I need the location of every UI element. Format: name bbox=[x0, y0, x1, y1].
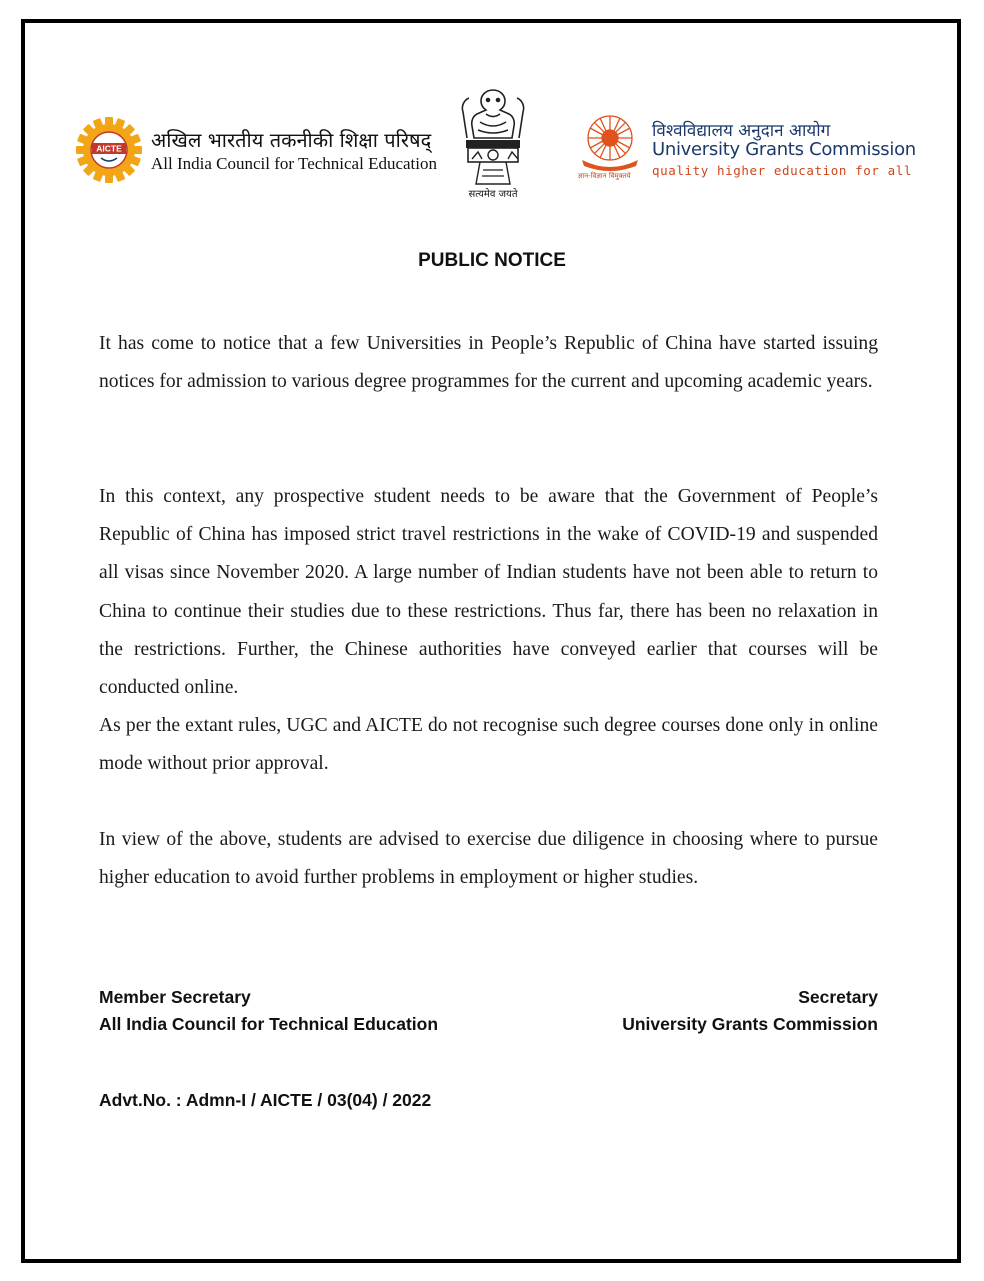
signature-left-org: All India Council for Technical Education bbox=[99, 1014, 439, 1034]
signature-right-title: Secretary bbox=[798, 987, 878, 1007]
ugc-logo-block bbox=[576, 108, 916, 188]
ugc-hindi-name: विश्वविद्यालय अनुदान आयोग bbox=[652, 121, 831, 141]
notice-paragraph-3 bbox=[99, 821, 878, 897]
notice-paragraph-2 bbox=[99, 478, 878, 784]
aicte-hindi-name: अखिल भारतीय तकनीकी शिक्षा परिषद् bbox=[151, 128, 432, 152]
emblem-motto: सत्यमेव जयते bbox=[468, 189, 518, 200]
signature-aicte bbox=[99, 984, 438, 1038]
ugc-english-name: University Grants Commission bbox=[652, 139, 916, 160]
signature-left-title: Member Secretary bbox=[99, 987, 251, 1007]
paragraph-3-text: In view of the above, students are advised to exercise due diligence in choosing where to pursue higher education to avoid further problems in employment or higher studies. bbox=[99, 829, 878, 889]
paragraph-2a-text: In this context, any prospective student needs to be aware that the Government of People’s Republic of China has imposed strict travel restrictions in the wake of COVID-19 and suspended all visas since November 2020. A large number of Indian students have not been able to return to China to continue their studies due to these restrictions. Thus far, there has been no relaxation in the restrictions. Further, the Chinese authorities have conveyed earlier that courses will be conducted online. bbox=[99, 486, 878, 699]
ugc-sun-logo bbox=[576, 110, 644, 176]
notice-title: PUBLIC NOTICE bbox=[418, 250, 566, 271]
notice-paragraph-1 bbox=[99, 325, 878, 401]
aicte-logo-block bbox=[75, 116, 435, 186]
signature-ugc bbox=[622, 984, 878, 1038]
aicte-gear-logo bbox=[75, 116, 143, 184]
ugc-motto: quality higher education for all bbox=[652, 163, 913, 178]
paragraph-2b-text: As per the extant rules, UGC and AICTE do not recognise such degree courses done only in online mode without prior approval. bbox=[99, 715, 878, 775]
signature-right-org: University Grants Commission bbox=[622, 1014, 878, 1034]
ugc-logo-tagline: ज्ञान-विज्ञान विमुक्तये bbox=[578, 172, 631, 180]
paragraph-1-text: It has come to notice that a few Universities in People’s Republic of China have started issuing notices for admission to various degree programmes for the current and upcoming academic years. bbox=[99, 333, 878, 393]
aicte-english-name: All India Council for Technical Education bbox=[151, 154, 437, 173]
advt-number: Advt.No. : Admn-I / AICTE / 03(04) / 2022 bbox=[99, 1090, 432, 1110]
svg-text:AICTE: AICTE bbox=[96, 143, 122, 154]
national-emblem-icon bbox=[456, 84, 530, 202]
